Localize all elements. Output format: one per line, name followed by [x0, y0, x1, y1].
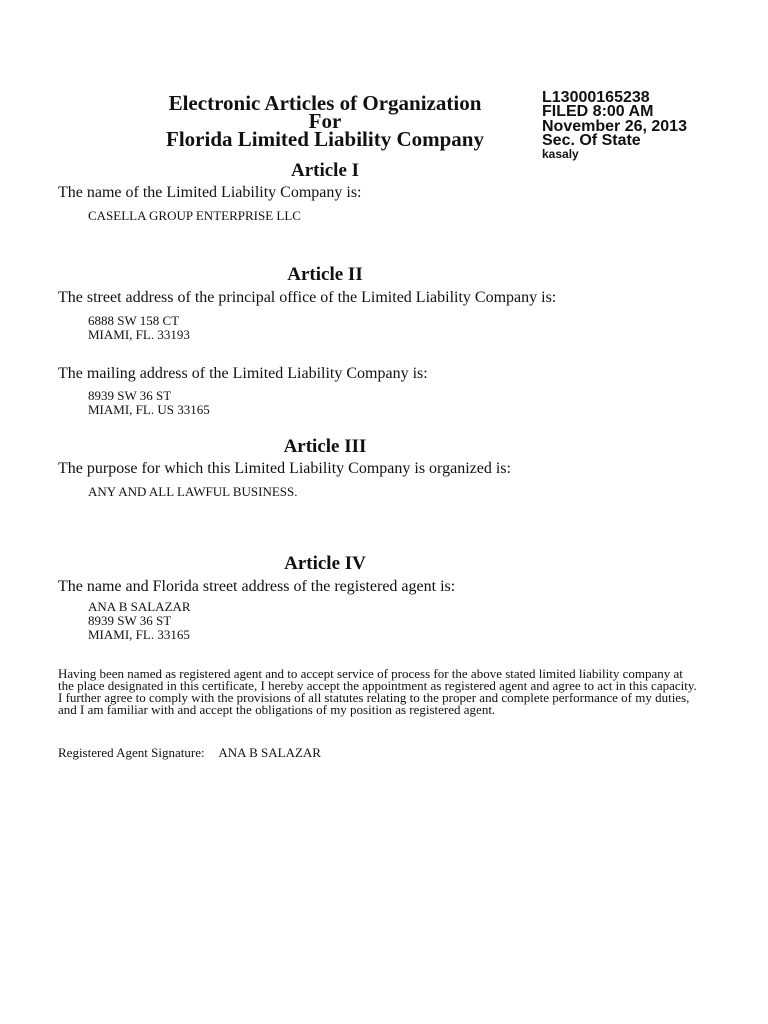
signature-value: ANA B SALAZAR: [218, 745, 321, 760]
mailing-address-line1: 8939 SW 36 ST: [88, 388, 172, 403]
article-1-text: The name of the Limited Liability Company is:: [58, 184, 362, 201]
stamp-clerk: kasaly: [542, 147, 579, 161]
stamp-office: Sec. Of State: [542, 132, 641, 149]
article-3-heading: Article III: [283, 436, 367, 457]
principal-address-line2: MIAMI, FL. 33193: [88, 327, 190, 342]
article-3-text: The purpose for which this Limited Liability Company is organized is:: [58, 460, 511, 477]
document-title-for: For: [308, 109, 342, 133]
principal-address-line1: 6888 SW 158 CT: [88, 313, 180, 328]
article-2-heading: Article II: [287, 264, 363, 285]
mailing-address-line2: MIAMI, FL. US 33165: [88, 402, 210, 417]
stamp-filed-date: November 26, 2013: [542, 118, 687, 135]
principal-address-text: The street address of the principal office of the Limited Liability Company is:: [58, 289, 557, 306]
agent-acceptance-paragraph: Having been named as registered agent and to accept service of process for the above stated limited liability company at the place designated in this certificate, I hereby accept the appointment as registered agent and agree to act in this capacity. I further agree to comply with the provisions of all statutes relating to the proper and complete performance of my duties, and I am familiar with and accept the obligations of my position as registered agent.: [58, 666, 697, 717]
signature-label: Registered Agent Signature:: [58, 745, 205, 760]
stamp-filed-time: FILED 8:00 AM: [542, 103, 654, 120]
document-subtitle: Florida Limited Liability Company: [166, 127, 484, 151]
article-4-text: The name and Florida street address of the registered agent is:: [58, 578, 456, 595]
mailing-address-text: The mailing address of the Limited Liability Company is:: [58, 365, 428, 382]
agent-signature-line: [58, 745, 321, 761]
agent-address-line1: 8939 SW 36 ST: [88, 613, 172, 628]
agent-address-line2: MIAMI, FL. 33165: [88, 627, 190, 642]
business-purpose: ANY AND ALL LAWFUL BUSINESS.: [88, 484, 298, 499]
document-title: Electronic Articles of Organization: [168, 91, 482, 115]
agent-name: ANA B SALAZAR: [88, 599, 191, 614]
article-4-heading: Article IV: [284, 553, 366, 574]
stamp-document-number: L13000165238: [542, 89, 650, 106]
company-name: CASELLA GROUP ENTERPRISE LLC: [88, 208, 301, 223]
article-1-heading: Article I: [290, 160, 360, 181]
